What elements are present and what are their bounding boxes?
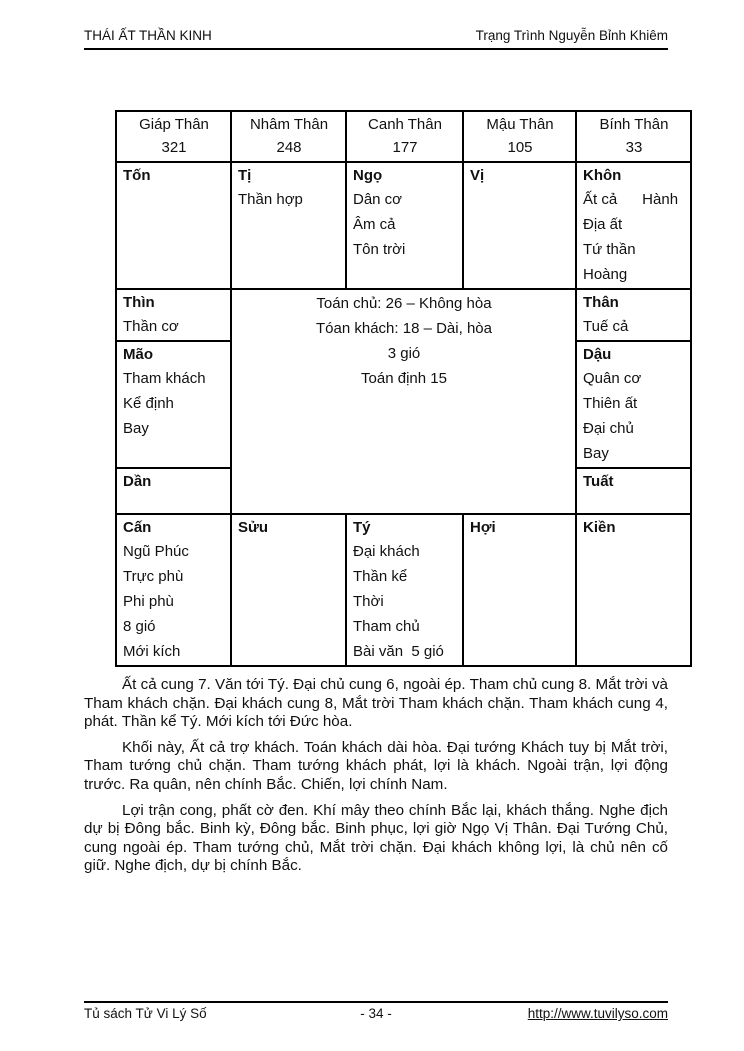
year-value: 177: [392, 139, 418, 156]
year-value: 248: [276, 139, 302, 156]
top-palace-row: [116, 162, 691, 289]
cell-line: Bài văn 5 gió: [353, 643, 444, 660]
cell-ngo: [346, 162, 463, 289]
year-name: Canh Thân: [368, 116, 442, 133]
palace-title: Thìn: [123, 294, 155, 311]
cell-line: Tôn trời: [353, 241, 406, 258]
cell-line: Thần hợp: [238, 191, 303, 208]
palace-title: Khôn: [583, 167, 622, 184]
palace-title: Tuất: [583, 473, 614, 490]
cell-kien: [576, 514, 691, 666]
cell-hoi: [463, 514, 576, 666]
paragraph-1: Ất cả cung 7. Văn tới Tý. Đại chủ cung 6, ngoài ép. Tham chủ cung 8. Mắt trời và Tham khách chặn. Đại khách cung 8, Mắt trời Tham khách chặn. Tham khách cung 4, phát. Thần kể Tý. Mới kích tới Đức hòa.: [84, 676, 668, 731]
palace-title: Tị: [238, 167, 252, 184]
palace-title: Mão: [123, 346, 153, 363]
cell-line: Phi phù: [123, 593, 174, 610]
cell-line: 8 gió: [123, 618, 156, 635]
book-title: THÁI ẤT THẦN KINH: [84, 28, 212, 43]
year-value: 105: [507, 139, 533, 156]
cell-line: Thiên ất: [583, 395, 638, 412]
palace-title: Thân: [583, 294, 619, 311]
cell-mao: [116, 341, 231, 468]
year-name: Bính Thân: [599, 116, 669, 133]
cell-khon: [576, 162, 691, 289]
cell-line: Thời: [353, 593, 384, 610]
year-cell-giap-than: [116, 111, 231, 162]
page-header: [84, 28, 668, 50]
year-cell-canh-than: [346, 111, 463, 162]
cell-line: Tham khách: [123, 370, 206, 387]
cell-ty: [346, 514, 463, 666]
paragraph-3: Lợi trận cong, phất cờ đen. Khí mây theo chính Bắc lại, khách thắng. Nghe địch dự bị Đông bắc. Binh kỳ, Đông bắc. Binh phục, lợi giờ Ngọ Vị Thân. Đại Tướng Chủ, cung ngoài ép. Tham tướng chủ, Mắt trời chặn. Đại khách không lợi, là chủ nên cố giữ. Nghe địch, dự bị chính Bắc.: [84, 801, 668, 875]
palace-title: Dần: [123, 473, 152, 490]
year-value: 33: [625, 139, 643, 156]
palace-title: Tốn: [123, 167, 151, 184]
year-name: Nhâm Thân: [249, 116, 329, 133]
cell-line: Toán chủ: 26 – Không hòa: [316, 295, 492, 312]
cell-line: 3 gió: [387, 345, 421, 362]
cell-suu: [231, 514, 346, 666]
cell-line: Ất cả Hành: [583, 191, 679, 208]
cell-line: Toán định 15: [361, 370, 447, 387]
palace-title: Kiền: [583, 519, 616, 536]
palace-title: Tý: [353, 519, 371, 536]
cell-line: Âm cả: [353, 216, 396, 233]
cell-line: Hoàng: [583, 266, 628, 283]
year-cell-binh-than: [576, 111, 691, 162]
cell-line: Đại chủ: [583, 420, 634, 437]
cell-ti: [231, 162, 346, 289]
chart-table: [115, 110, 692, 667]
palace-title: Hợi: [470, 519, 496, 536]
cell-line: Kể định: [123, 395, 174, 412]
palace-title: Ngọ: [353, 167, 383, 184]
cell-than: [576, 289, 691, 341]
cell-ton: [116, 162, 231, 289]
year-row: [116, 111, 691, 162]
cell-thin: [116, 289, 231, 341]
cell-line: Ngũ Phúc: [123, 543, 189, 560]
palace-title: Dậu: [583, 346, 612, 363]
cell-dan: [116, 468, 231, 514]
cell-line: Mới kích: [123, 643, 181, 660]
cell-line: Bay: [123, 420, 149, 437]
page-number: - 34 -: [360, 1006, 392, 1021]
footer-series-title: Tủ sách Tử Vi Lý Số: [84, 1006, 207, 1021]
center-calculation-cell: [231, 289, 576, 514]
cell-can: [116, 514, 231, 666]
paragraph-2: Khối này, Ất cả trợ khách. Toán khách dài hòa. Đại tướng Khách tuy bị Mắt trời, Tham tướng chủ chặn. Tham tướng khách phát, lợi là khách. Ngoài trận, lợi động trước. Ra quân, nên chính Bắc. Chiến, lợi chính Nam.: [84, 738, 668, 793]
cell-line: Tứ thần: [583, 241, 636, 258]
cell-line: Đại khách: [353, 543, 420, 560]
footer-website-link[interactable]: http://www.tuvilyso.com: [527, 1006, 669, 1021]
page-footer: [84, 1001, 668, 1021]
palace-title: Cấn: [123, 519, 152, 536]
cell-line: Bay: [583, 445, 609, 462]
middle-row-1: [116, 289, 691, 341]
year-name: Giáp Thân: [139, 116, 209, 133]
year-cell-nham-than: [231, 111, 346, 162]
cell-vi: [463, 162, 576, 289]
author-name: Trạng Trình Nguyễn Bỉnh Khiêm: [475, 28, 668, 43]
bottom-palace-row: [116, 514, 691, 666]
year-value: 321: [161, 139, 187, 156]
palace-title: Sửu: [238, 519, 269, 536]
body-text: [84, 676, 668, 883]
year-cell-mau-than: [463, 111, 576, 162]
cell-tuat: [576, 468, 691, 514]
cell-line: Thần cơ: [123, 318, 179, 335]
cell-line: Tóan khách: 18 – Dài, hòa: [316, 320, 492, 337]
cell-line: Địa ất: [583, 216, 623, 233]
cell-line: Dân cơ: [353, 191, 403, 208]
cell-dau: [576, 341, 691, 468]
cell-line: Thần kể: [353, 568, 408, 585]
cell-line: Tuế cả: [583, 318, 629, 335]
palace-title: Vị: [470, 167, 485, 184]
cell-line: Trực phù: [123, 568, 184, 585]
thai-at-chart: [115, 110, 692, 667]
cell-line: Tham chủ: [353, 618, 420, 635]
cell-line: Quân cơ: [583, 370, 642, 387]
year-name: Mậu Thân: [486, 116, 554, 133]
